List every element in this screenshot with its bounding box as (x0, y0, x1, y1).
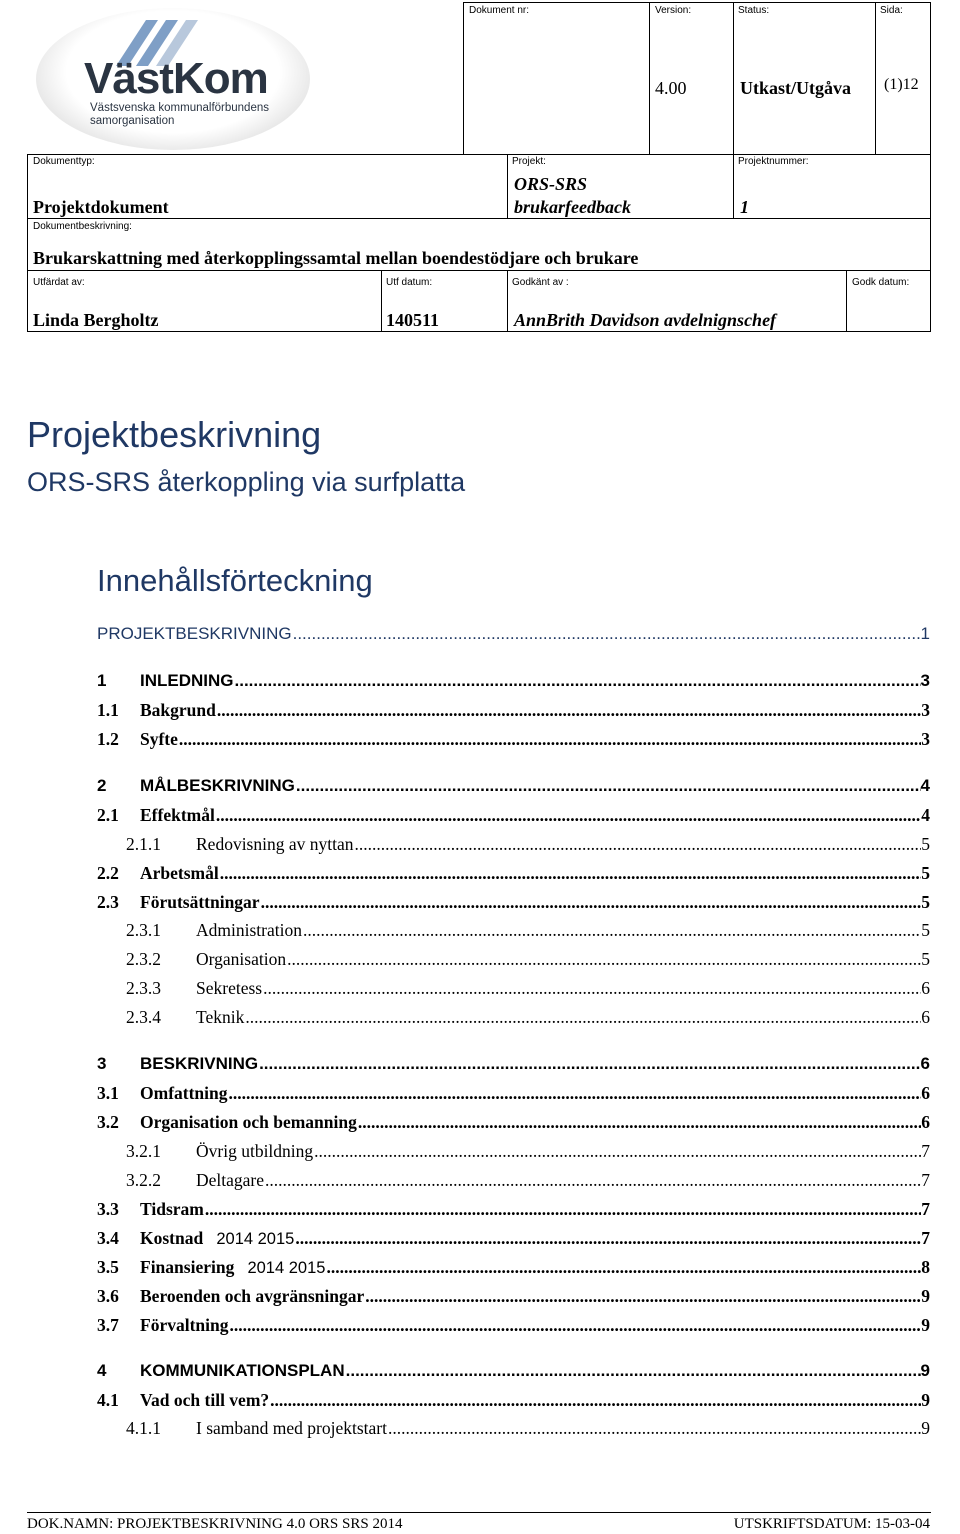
toc-entry[interactable]: 4 KOMMUNIKATIONSPLAN ..... 9 (97, 1361, 930, 1381)
project-value-line1: ORS-SRS (514, 174, 588, 194)
issued-by-value: Linda Bergholtz (33, 310, 159, 330)
toc-entry[interactable]: 1.1 Bakgrund ..... 3 (97, 700, 930, 721)
toc-entry[interactable]: 1 INLEDNING ..... 3 (97, 671, 930, 691)
approved-by-label: Godkänt av : (512, 277, 569, 288)
toc-entry[interactable]: 3.2 Organisation och bemanning ..... 6 (97, 1112, 930, 1133)
toc-entry[interactable]: 3.1 Omfattning ..... 6 (97, 1083, 930, 1104)
page-value: (1)12 (884, 76, 919, 93)
toc-entry[interactable]: 2.1.1 Redovisning av nyttan ..... 5 (126, 834, 930, 855)
project-value-line2: brukarfeedback (514, 197, 631, 217)
approved-date-label: Godk datum: (852, 277, 910, 288)
toc-entry[interactable]: 3 BESKRIVNING ..... 6 (97, 1054, 930, 1074)
toc-entry[interactable]: 3.3 Tidsram ..... 7 (97, 1199, 930, 1220)
desc-label: Dokumentbeskrivning: (33, 221, 132, 232)
issued-date-label: Utf datum: (386, 277, 433, 288)
toc-entry[interactable]: 2.3 Förutsättningar ..... 5 (97, 892, 930, 913)
toc-entry[interactable]: 2 MÅLBESKRIVNING ..... 4 (97, 776, 930, 796)
toc-entry[interactable]: 3.4 Kostnad 2014 2015 ..... 7 (97, 1228, 930, 1249)
footer-printdate: UTSKRIFTSDATUM: 15-03-04 (733, 1516, 930, 1532)
toc-entry[interactable]: 3.2.1 Övrig utbildning ..... 7 (126, 1141, 930, 1162)
toc-entry[interactable]: 4.1 Vad och till vem? ..... 9 (97, 1390, 930, 1411)
page-subtitle: ORS-SRS återkoppling via surfplatta (27, 467, 466, 497)
toc-entry[interactable]: 3.7 Förvaltning ..... 9 (97, 1315, 930, 1336)
projnr-label: Projektnummer: (738, 156, 809, 167)
logo-subtitle-1: Västsvenska kommunalförbundens (90, 102, 269, 114)
toc-entry[interactable]: 3.2.2 Deltagare ..... 7 (126, 1170, 930, 1191)
toc-entry[interactable]: 2.3.2 Organisation ..... 5 (126, 949, 930, 970)
logo-name: VästKom (84, 54, 268, 103)
toc-entry[interactable]: 1.2 Syfte ..... 3 (97, 729, 930, 750)
desc-value: Brukarskattning med återkopplingssamtal mellan boendestödjare och brukare (33, 248, 639, 268)
doctype-label: Dokumenttyp: (33, 156, 95, 167)
toc-entry[interactable]: 2.3.4 Teknik ..... 6 (126, 1007, 930, 1028)
project-label: Projekt: (512, 156, 546, 167)
issued-by-label: Utfärdat av: (33, 277, 85, 288)
toc-entry[interactable]: 2.1 Effektmål ..... 4 (97, 805, 930, 826)
version-value: 4.00 (655, 78, 687, 98)
toc-entry[interactable]: 3.5 Finansiering 2014 2015 ..... 8 (97, 1257, 930, 1278)
issued-date-value: 140511 (386, 310, 440, 330)
toc-heading: Innehållsförteckning (97, 563, 373, 598)
page-title: Projektbeskrivning (27, 414, 322, 455)
doc-nr-label: Dokument nr: (469, 5, 530, 16)
status-label: Status: (738, 5, 770, 16)
toc-entry[interactable]: 4.1.1 I samband med projektstart ..... 9 (126, 1418, 930, 1439)
version-label: Version: (655, 5, 692, 16)
doctype-value: Projektdokument (33, 197, 169, 217)
footer-docname: DOK.NAMN: PROJEKTBESKRIVNING 4.0 ORS SRS 2014 (27, 1516, 403, 1532)
toc-entry[interactable]: 2.3.1 Administration ..... 5 (126, 920, 930, 941)
logo-subtitle-2: samorganisation (90, 115, 175, 127)
status-value: Utkast/Utgåva (740, 78, 851, 98)
projnr-value: 1 (740, 197, 749, 217)
page-label: Sida: (880, 5, 903, 16)
toc-entry[interactable]: PROJEKTBESKRIVNING ..... 1 (97, 624, 930, 644)
toc-entry[interactable]: 2.3.3 Sekretess ..... 6 (126, 978, 930, 999)
toc-entry[interactable]: 2.2 Arbetsmål ..... 5 (97, 863, 930, 884)
toc-entry[interactable]: 3.6 Beroenden och avgränsningar ..... 9 (97, 1286, 930, 1307)
approved-by-value: AnnBrith Davidson avdelnignschef (514, 310, 777, 330)
